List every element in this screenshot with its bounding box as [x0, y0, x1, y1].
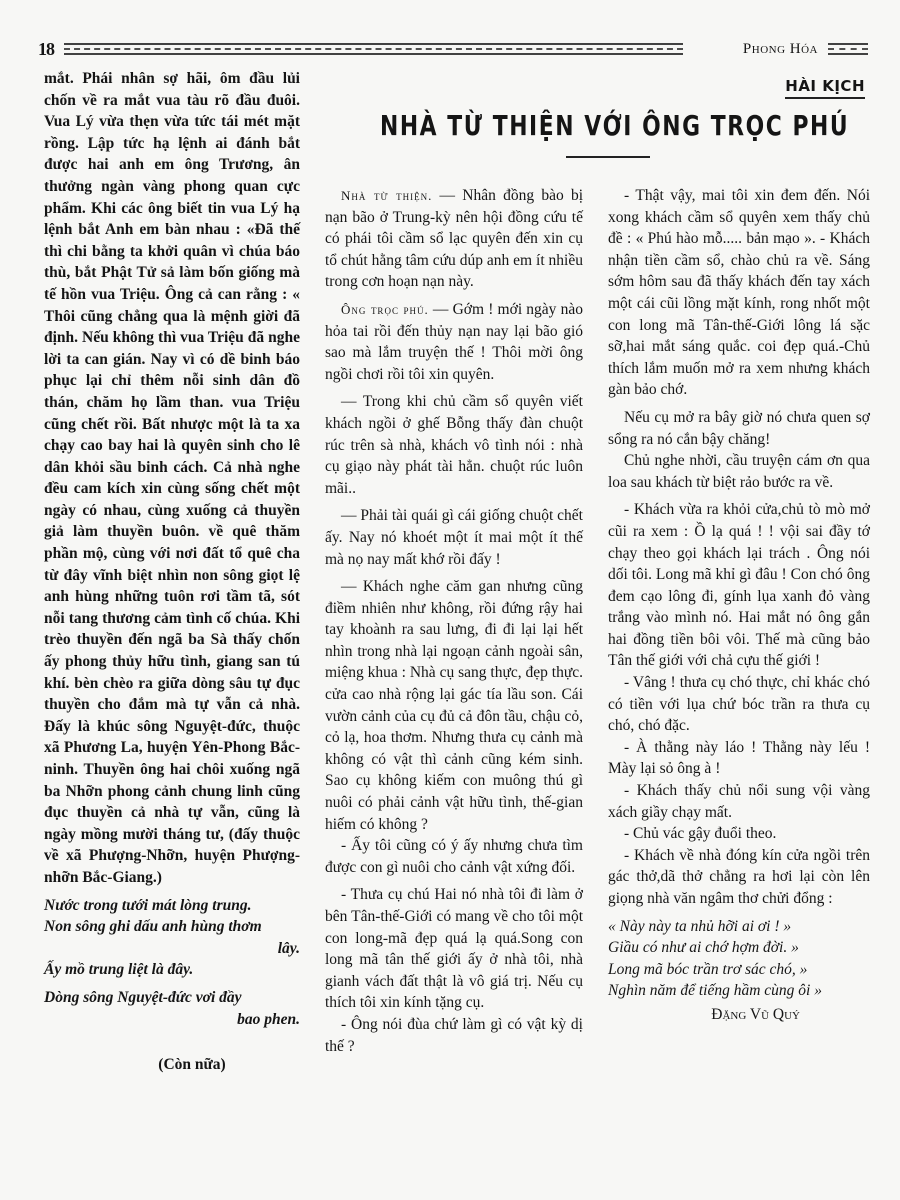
- speaker-label: Ông trọc phú.: [341, 301, 429, 317]
- verse-line: Nước trong tưới mát lòng trung.: [44, 896, 252, 914]
- paragraph: [325, 185, 583, 293]
- paragraph: — Trong khi chủ cầm sổ quyên viết khách ngồi ở ghế Bỗng thấy đàn chuột rúc trên sà nhà, khách vô tình nói : nhà cụ giạo này phát tài hẳn. chuột rúc luôn mãi..: [325, 393, 583, 497]
- speaker-label: Nhà từ thiện.: [341, 188, 433, 203]
- paragraph: - À thằng này láo ! Thằng này lếu ! Mày lại sỏ ông à !: [608, 738, 870, 778]
- paragraph: Nếu cụ mở ra bây giờ nó chưa quen sợ sổng ra nó cắn bậy chăng!: [608, 408, 870, 448]
- page-number: 18: [38, 39, 54, 59]
- verse-line: Giầu có như ai chớ hợm đời. »: [608, 939, 799, 957]
- paragraph: - Thưa cụ chú Hai nó nhà tôi đi làm ở bên Tân-thế-Giới có mang về cho tôi một con long-mã đẹp quá lạ quá.Song con long mã tân thế giới ấy ở nhà tôi, nhà gianh vách đất thật là vô giá trị. Nếu cụ thích tôi xin kính tặng cụ.: [325, 886, 583, 1012]
- paragraph: - Khách vừa ra khỏi cửa,chủ tò mò mở cũi ra xem : Ồ lạ quá ! ! vội sai đầy tớ chạy theo gọi khách lại trách . Ông nói dối tôi. Long mã khỉ gì đâu ! Con chó ông đem cạo lông đi, gính lụa xanh đỏ vàng trắng vào mình nó. Hai mắt nó ông gắn hai đồng tiền bôi vôi. Thế mà cũng bảo Tân thế giới với chả cựu thế giới !: [608, 501, 870, 670]
- verse-line: Non sông ghi dấu anh hùng thơm: [44, 918, 262, 936]
- article-title: NHÀ TỪ THIỆN VỚI ÔNG TRỌC PHÚ: [380, 109, 850, 142]
- paragraph: Chủ nghe nhời, cầu truyện cám ơn qua loa sau khách từ biệt rảo bước ra về.: [608, 452, 870, 491]
- paragraph: - Khách về nhà đóng kín cửa ngồi trên gác thở,dã thở chẳng ra hơi lại còn lên giọng nhà văn ngâm thơ chửi đổng :: [608, 846, 870, 907]
- paragraph: - Khách thấy chủ nổi sung vội vàng xách giầy chạy mất.: [608, 782, 870, 821]
- verse-line: « Này này ta nhủ hỡi ai ơi ! »: [608, 917, 792, 935]
- column-1: [44, 68, 300, 1076]
- column-3: [608, 185, 870, 1026]
- paragraph: - Ông nói đùa chứ làm gì có vật kỳ dị thế ?: [325, 1015, 583, 1055]
- author-signature: Đặng Vũ Quý: [711, 1005, 800, 1023]
- header-rule-right: [828, 43, 868, 55]
- page-header: [38, 38, 868, 60]
- verse-line-end: lây.: [277, 939, 300, 957]
- paragraph: [325, 299, 583, 385]
- dialogue-text: — Nhân đồng bào bị nạn bão ở Trung-kỳ nên hội đồng cứu tế có phái tôi cầm sổ lạc quyên đến xin cụ tổ chút hằng tâm cứu dúp anh em ít nhiều trong cơn hoạn nạn này.: [325, 187, 583, 291]
- dialogue-text: — Gớm ! mới ngày nào hỏa tai rồi đến thủy nạn nay lại bão gió sao mà lắm truyện thế ! Thôi mời ông ngồi chơi rồi tôi xin quyên.: [325, 300, 583, 383]
- verse-line-end: bao phen.: [237, 1010, 300, 1028]
- paragraph: — Phải tài quái gì cái giống chuột chết ấy. Nay nó khoét một ít mai một ít thế mà nọ nay mất khớ rồi đấy !: [325, 507, 583, 568]
- to-be-continued: (Còn nữa): [158, 1056, 226, 1074]
- verse-line: Long mã bóc trần trơ sác chó, »: [608, 960, 808, 978]
- header-rule-left: [64, 43, 683, 55]
- section-label: HÀI KỊCH: [785, 76, 865, 99]
- paragraph: mắt. Phái nhân sợ hãi, ôm đầu lủi chốn về ra mắt vua tàu rõ đầu đuôi. Vua Lý vừa thẹn vừa tức tái mét mặt rồng. Lập tức hạ lệnh ai đánh bắt được hai anh em ông Trương, ân thưởng ngàn vàng phong quan cực phẩm. Khi các ông biết tin vua Lý hạ lệnh bắt Anh em bàn nhau : «Đã thế thì chi bằng ta khởi quân vì chúa báo thù, bắt Phật Tử sả làm bốn giống mà tế hồn vua Triệu. Ông cả can rằng : « Thôi cũng chẳng qua là mệnh giời đã định. Nếu không thì vua Triệu đã nghe lời ta can gián. Nay vì có dề binh báo phục lại chỉ thêm nỗi sinh dân đồ thán, chăm họ lầm than. vua Triệu cũng chết rồi. Bất nhược một là ta xa chạy cao bay hai là quyên sinh cho lê dân khỏi sầu binh cách. Cả nhà nghe đều cam kích xin cùng sống chết một ngày có nhau, cùng xuống cả thuyền giả làm thuyền buôn. về quê thăm phần mộ, cùng với nơi đất tổ quê cha từ đây vĩnh biệt nhìn non sông giọt lệ anh hùng những tuôn rơi tầm tã, sót nỗi tang thương cảm tình cố chúa. Khi trèo thuyền đến ngã ba Sà thấy chốn ấy phong thủy hữu tình, giang san tú khí. bèn chèo ra giữa dòng sâu tự đục thuyền cho đắm mà tự vẫn cả nhà. Đấy là khúc sông Nguyệt-đức, thuộc xã Phương La, huyện Yên-Phong Bắc-ninh. Thuyền ông hai chôi xuống ngã ba Nhỡn phong cảnh chung linh cũng đục thuyền cả nhà tự vẫn, cũng là ngày mồng mười tháng tư, (đấy thuộc về xã Phượng-Nhỡn, huyện Phượng-nhỡn Bắc-Giang.): [44, 70, 300, 886]
- title-underline: [566, 156, 650, 158]
- column-2: [325, 185, 583, 1057]
- verse-line: Ấy mồ trung liệt là đây.: [44, 961, 194, 979]
- paragraph: - Vâng ! thưa cụ chó thực, chỉ khác chó có tiền với lụa chứ bóc trần ra thưa cụ chó, chó đặc.: [608, 674, 870, 735]
- paragraph: - Ấy tôi cũng có ý ấy nhưng chưa tìm được con gì nuôi cho cảnh vật xứng đối.: [325, 837, 583, 876]
- paragraph: — Khách nghe căm gan nhưng cũng điềm nhiên như không, rồi đứng rậy hai tay khoành ra sau lưng, đi đi lại lại hết nhìn trong nhà lại ngoạn cảnh ngoài sân, miệng khua : Nhà cụ sang thực, đẹp thực. cửa cao nhà rộng lại gác tía lầu son. Cái vườn cảnh của cụ đủ cả đôn tầu, chậu cỏ, cỏ lạ, hoa thơm. Nhưng thưa cụ cảnh mà không có vật thì cảnh cũng kém sinh. Sao cụ không kiếm con muông thú gì nuôi có phải cảnh vật hữu tình, thế-gian hiếm có không ?: [325, 578, 583, 833]
- paragraph: - Thật vậy, mai tôi xin đem đến. Nói xong khách cầm sổ quyên xem thấy chủ đề : « Phú hào mỗ..... bản mạo ». - Khách nhận tiền cầm sổ, chào chủ ra về. Sáng sớm hôm sau đã thấy khách đến tay xách một cái cũi lồng mặt kính, rong nhốt một con long mã Tân-thế-Giới lông lá sặc sỡ,hai mắt sáng quắc. coi đẹp quá.-Chủ thích lắm muốn mở ra xem nhưng khách gàn bảo chớ.: [608, 187, 870, 399]
- verse-line: Nghìn năm để tiếng hầm cùng ôi »: [608, 982, 822, 1000]
- verse-line: Dòng sông Nguyệt-đức vơi đầy: [44, 988, 242, 1006]
- paragraph: - Chủ vác gậy đuổi theo.: [624, 825, 777, 843]
- journal-name: Phong Hóa: [742, 41, 818, 57]
